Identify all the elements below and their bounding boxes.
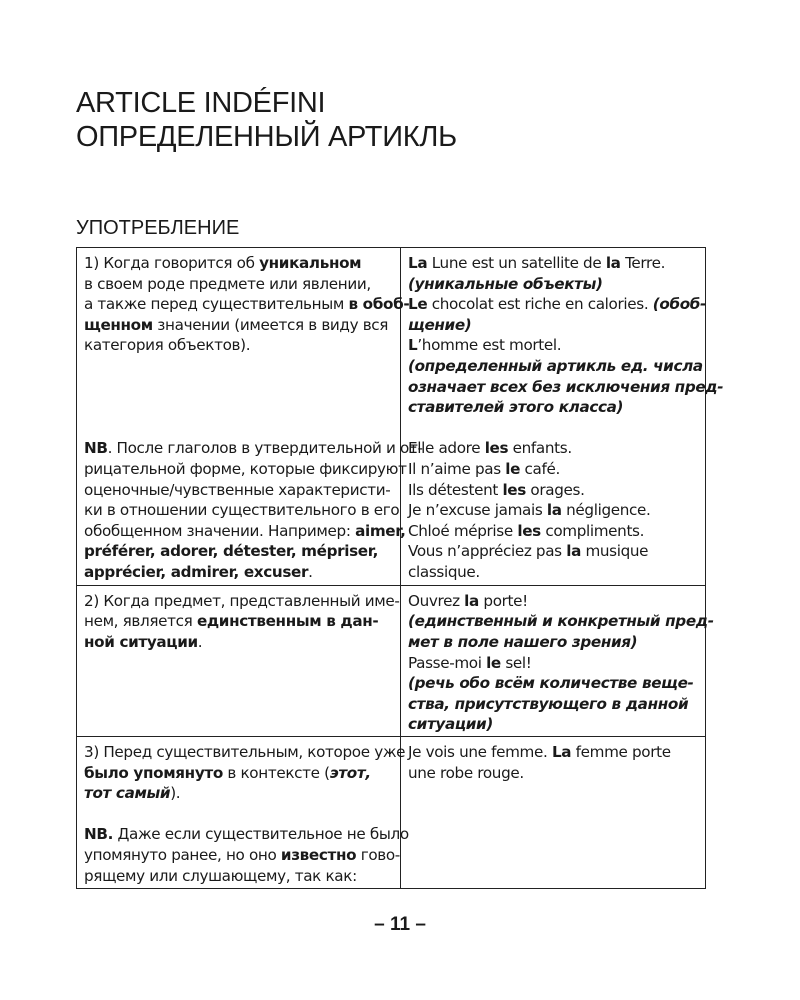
text-line bbox=[408, 500, 698, 521]
page-title-line-2: ОПРЕДЕЛЕННЫЙ АРТИКЛЬ bbox=[76, 121, 457, 153]
emphasis-text: тот самый bbox=[84, 784, 171, 803]
paragraph-gap bbox=[84, 397, 393, 418]
text-run: Ils détestent bbox=[408, 480, 503, 499]
text-run: enfants. bbox=[508, 439, 572, 458]
emphasis-text: мет в поле нашего зрения) bbox=[408, 632, 638, 651]
emphasis-text: (уникальные объекты) bbox=[408, 274, 603, 293]
text-line bbox=[408, 480, 698, 501]
text-line bbox=[84, 335, 393, 356]
paragraph-gap bbox=[408, 418, 698, 439]
text-run: в контексте ( bbox=[222, 763, 330, 782]
text-line bbox=[408, 591, 698, 612]
page-number: – 11 – bbox=[374, 914, 426, 935]
emphasis-text: les bbox=[502, 480, 526, 499]
text-block bbox=[84, 438, 423, 582]
emphasis-text: NB bbox=[84, 439, 108, 458]
table-row bbox=[77, 585, 706, 736]
emphasis-text: aimer, bbox=[355, 521, 406, 540]
text-run: Je n’excuse jamais bbox=[408, 501, 547, 520]
text-run: compliments. bbox=[540, 521, 645, 540]
text-run: chocolat est riche en calories. bbox=[427, 295, 653, 314]
rule-cell bbox=[77, 585, 401, 736]
text-run: Chloé méprise bbox=[408, 521, 518, 540]
paragraph-gap bbox=[84, 418, 393, 439]
text-line bbox=[408, 294, 707, 315]
emphasis-text: (единственный и конкретный пред- bbox=[408, 612, 714, 631]
emphasis-text: le bbox=[486, 653, 501, 672]
text-line bbox=[408, 521, 698, 542]
text-line bbox=[84, 866, 393, 887]
text-run: une robe rouge. bbox=[408, 763, 524, 782]
emphasis-text: (определенный артикль ед. числа bbox=[408, 356, 703, 375]
text-run: Terre. bbox=[620, 254, 666, 272]
text-run: sel! bbox=[500, 653, 532, 672]
text-line bbox=[408, 335, 698, 356]
text-line bbox=[84, 274, 393, 295]
text-run: ки в отношении существительного в его bbox=[84, 501, 400, 520]
emphasis-text: la bbox=[464, 591, 479, 610]
text-block bbox=[84, 253, 410, 356]
text-line bbox=[84, 459, 407, 480]
text-run: . bbox=[308, 562, 313, 581]
emphasis-text: щенном bbox=[84, 315, 153, 334]
emphasis-text: единственным в дан- bbox=[196, 612, 379, 631]
text-run: . bbox=[197, 632, 203, 651]
text-run: Je vois une femme. bbox=[408, 742, 552, 761]
text-line bbox=[408, 742, 698, 763]
text-run: Vous n’appréciez pas bbox=[408, 542, 567, 561]
emphasis-text: было упомянуто bbox=[84, 763, 223, 782]
text-run: гово- bbox=[356, 845, 400, 864]
section-heading: УПОТРЕБЛЕНИЕ bbox=[76, 217, 240, 239]
emphasis-text: les bbox=[517, 521, 541, 540]
text-run: orages. bbox=[525, 480, 585, 499]
text-run: café. bbox=[520, 459, 560, 478]
text-run: категория объектов). bbox=[84, 336, 251, 355]
text-run: рящему или слушающему, так как: bbox=[84, 866, 357, 885]
rule-cell bbox=[77, 736, 409, 888]
text-run: ’homme est mortel. bbox=[417, 336, 562, 355]
text-run: porte! bbox=[478, 591, 528, 610]
text-run: а также перед существительным bbox=[84, 295, 349, 314]
text-line bbox=[408, 541, 698, 562]
text-block bbox=[84, 824, 409, 886]
text-block bbox=[408, 253, 724, 418]
text-run: Il n’aime pas bbox=[408, 459, 506, 478]
example-cell bbox=[401, 248, 724, 586]
text-line bbox=[408, 562, 698, 583]
text-line bbox=[408, 653, 698, 674]
emphasis-text: le bbox=[505, 459, 521, 478]
emphasis-text: щение) bbox=[408, 315, 472, 334]
emphasis-text: ства, присутствующего в данной bbox=[408, 694, 689, 713]
text-line bbox=[84, 315, 393, 336]
text-run: classique. bbox=[408, 562, 480, 581]
text-line bbox=[84, 438, 423, 459]
text-line bbox=[84, 541, 393, 562]
page-title bbox=[76, 86, 756, 154]
text-run: négligence. bbox=[561, 501, 651, 520]
text-line bbox=[84, 253, 393, 274]
text-run: рицательной форме, которые фиксируют bbox=[84, 459, 407, 478]
text-run: ). bbox=[170, 784, 181, 803]
text-line bbox=[84, 521, 406, 542]
text-line bbox=[408, 397, 698, 418]
emphasis-text: la bbox=[566, 542, 581, 561]
text-line bbox=[408, 673, 698, 694]
text-run: musique bbox=[580, 542, 649, 561]
text-run: 2) Когда предмет, представленный име- bbox=[84, 591, 400, 610]
emphasis-text: означает всех без исключения пред- bbox=[408, 377, 724, 396]
emphasis-text: NB. bbox=[84, 825, 114, 844]
text-run: в своем роде предмете или явлении, bbox=[84, 274, 371, 293]
emphasis-text: в обоб- bbox=[348, 295, 410, 314]
text-run: 1) Когда говорится об bbox=[84, 254, 260, 272]
paragraph-gap bbox=[84, 804, 393, 825]
emphasis-text: la bbox=[546, 501, 562, 520]
text-block bbox=[408, 591, 714, 735]
text-line bbox=[84, 742, 406, 763]
text-line bbox=[408, 315, 698, 336]
emphasis-text: (обоб- bbox=[652, 295, 707, 314]
text-line bbox=[408, 459, 698, 480]
text-line bbox=[408, 694, 698, 715]
emphasis-text: ситуации) bbox=[408, 715, 493, 734]
text-line bbox=[84, 763, 393, 784]
emphasis-text: уникальном bbox=[259, 254, 362, 272]
text-run: значении (имеется в виду вся bbox=[152, 315, 389, 334]
text-run: Даже если существительное не было bbox=[113, 825, 409, 844]
emphasis-text: préférer, adorer, détester, mépriser, bbox=[84, 542, 379, 561]
text-line bbox=[84, 783, 393, 804]
text-run: Elle adore bbox=[408, 439, 485, 458]
text-line bbox=[408, 356, 703, 377]
table-row bbox=[77, 736, 706, 888]
text-block bbox=[408, 438, 698, 582]
text-line bbox=[408, 632, 698, 653]
text-line bbox=[408, 274, 698, 295]
emphasis-text: la bbox=[605, 254, 621, 272]
emphasis-text: La bbox=[408, 254, 428, 272]
text-run: Passe-moi bbox=[408, 653, 487, 672]
text-block bbox=[84, 742, 406, 804]
text-run: Ouvrez bbox=[408, 591, 465, 610]
text-run: обобщенном значении. Например: bbox=[84, 521, 356, 540]
emphasis-text: apprécier, admirer, excuser bbox=[84, 562, 309, 581]
text-line bbox=[84, 632, 393, 653]
text-run: упомянуто ранее, но оно bbox=[84, 845, 281, 864]
text-block bbox=[408, 742, 698, 783]
text-run: 3) Перед существительным, которое уже bbox=[84, 742, 406, 761]
paragraph-gap bbox=[84, 377, 393, 398]
text-line bbox=[84, 500, 400, 521]
text-line bbox=[84, 480, 393, 501]
emphasis-text: La bbox=[551, 742, 572, 761]
text-line bbox=[84, 845, 400, 866]
text-line bbox=[408, 253, 698, 274]
text-line bbox=[408, 438, 698, 459]
emphasis-text: Le bbox=[408, 295, 428, 314]
text-run: нем, является bbox=[84, 612, 197, 631]
text-line bbox=[408, 611, 714, 632]
text-line bbox=[408, 714, 698, 735]
text-block bbox=[84, 591, 400, 653]
table-row bbox=[77, 248, 706, 586]
emphasis-text: L bbox=[408, 336, 418, 355]
emphasis-text: (речь обо всём количестве веще- bbox=[408, 674, 694, 693]
text-line bbox=[408, 763, 698, 784]
example-cell bbox=[401, 585, 714, 736]
usage-table bbox=[76, 247, 724, 889]
emphasis-text: этот, bbox=[329, 763, 371, 782]
text-run: femme porte bbox=[571, 742, 671, 761]
paragraph-gap bbox=[84, 356, 393, 377]
text-line bbox=[84, 591, 400, 612]
text-line bbox=[84, 824, 409, 845]
text-run: . После глаголов в утвердительной и от- bbox=[107, 439, 423, 458]
text-line bbox=[84, 562, 393, 583]
emphasis-text: ной ситуации bbox=[84, 632, 198, 651]
text-run: оценочные/чувственные характеристи- bbox=[84, 480, 391, 499]
page-title-line-1: ARTICLE INDÉFINI bbox=[76, 87, 326, 119]
text-line bbox=[84, 294, 410, 315]
emphasis-text: известно bbox=[280, 845, 357, 864]
emphasis-text: ставителей этого класса) bbox=[408, 398, 624, 417]
text-line bbox=[408, 377, 724, 398]
text-run: Lune est un satellite de bbox=[427, 254, 606, 272]
text-line bbox=[84, 611, 393, 632]
emphasis-text: les bbox=[484, 439, 509, 458]
example-cell bbox=[401, 736, 706, 888]
